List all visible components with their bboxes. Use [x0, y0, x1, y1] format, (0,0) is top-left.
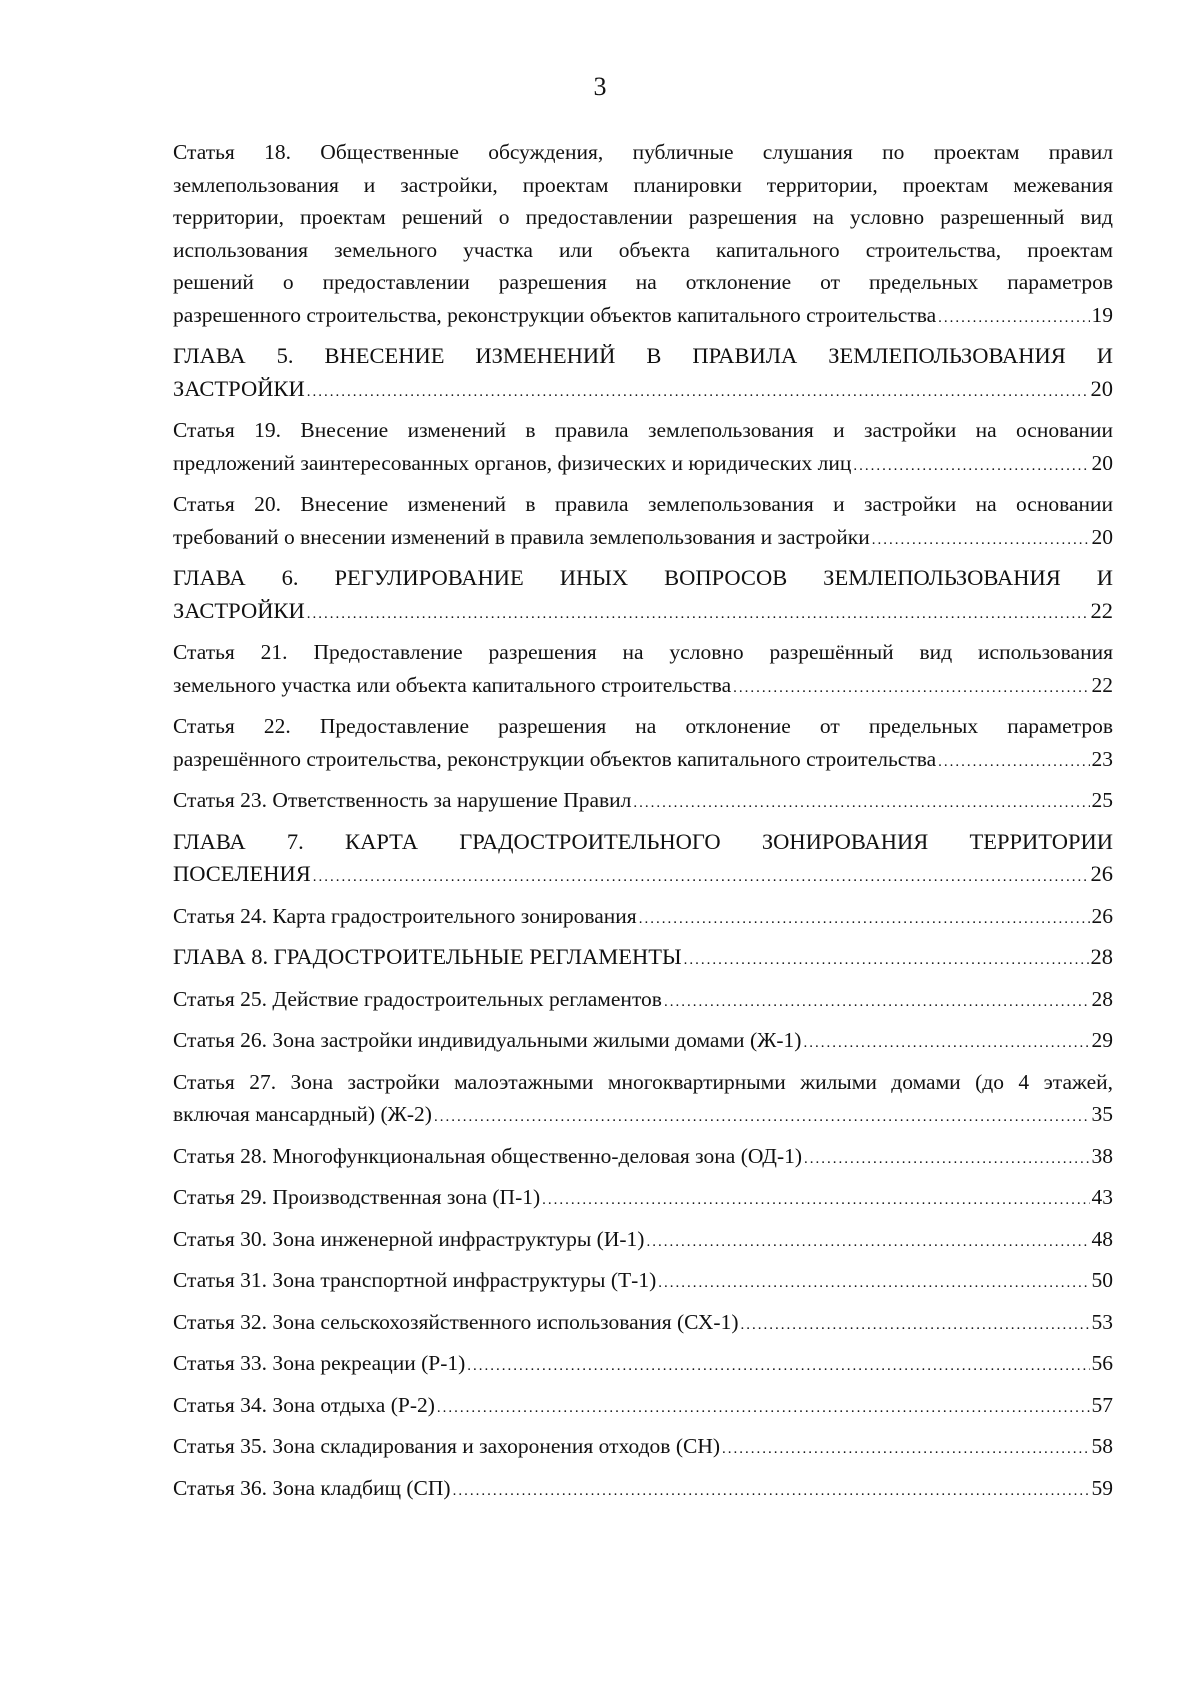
toc-entry-title: Статья 36. Зона кладбищ (СП) [173, 1475, 451, 1500]
toc-entry-title: Статья 23. Ответственность за нарушение Правил [173, 788, 632, 812]
toc-page-number[interactable]: 38 [1091, 1143, 1113, 1168]
toc-article-entry[interactable] [173, 1140, 1113, 1173]
toc-entry-line: ГЛАВА 7. КАРТА ГРАДОСТРОИТЕЛЬНОГО ЗОНИРОВАНИЯ ТЕРРИТОРИИ [173, 828, 1113, 854]
toc-entry-last-line [173, 669, 1113, 702]
toc-entry-title: Статья 33. Зона рекреации (Р-1) [173, 1351, 466, 1375]
dot-leader [467, 1356, 1089, 1376]
toc-entry-line: Статья 27. Зона застройки малоэтажными многоквартирными жилыми домами (до 4 этажей, [173, 1069, 1113, 1094]
toc-page-number[interactable]: 20 [1090, 375, 1113, 401]
toc-entry-title: ПОСЕЛЕНИЯ [173, 861, 311, 886]
toc-page-number[interactable]: 53 [1091, 1309, 1113, 1334]
dot-leader [646, 1232, 1089, 1252]
toc-page-number[interactable]: 20 [1091, 450, 1113, 475]
toc-entry-last-line [173, 743, 1113, 776]
toc-entry-last-line [173, 784, 1113, 817]
dot-leader [803, 1033, 1089, 1053]
toc-page-number[interactable]: 57 [1091, 1392, 1113, 1417]
toc-entry-line: Статья 21. Предоставление разрешения на условно разрешённый вид использования [173, 640, 1113, 664]
dot-leader [938, 752, 1089, 772]
toc-page-number[interactable]: 28 [1091, 986, 1113, 1011]
toc-article-entry[interactable] [173, 1066, 1113, 1131]
toc-article-entry[interactable] [173, 784, 1113, 817]
toc-article-entry[interactable] [173, 983, 1113, 1016]
dot-leader [733, 678, 1089, 698]
toc-page-number[interactable]: 43 [1091, 1185, 1113, 1209]
toc-entry-last-line [173, 1347, 1113, 1380]
toc-entry-last-line [173, 1430, 1113, 1463]
dot-leader [313, 867, 1089, 887]
toc-page-number[interactable]: 22 [1091, 672, 1113, 697]
toc-article-entry[interactable] [173, 414, 1113, 479]
toc-entry-last-line [173, 941, 1113, 974]
toc-chapter-entry[interactable] [173, 941, 1113, 974]
dot-leader [853, 456, 1089, 476]
toc-entry-last-line [173, 299, 1113, 332]
toc-article-entry[interactable] [173, 1347, 1113, 1380]
dot-leader [307, 382, 1089, 402]
toc-entry-title: Статья 31. Зона транспортной инфраструктуры (Т-1) [173, 1268, 657, 1292]
toc-entry-line: решений о предоставлении разрешения на отклонение от предельных параметров [173, 270, 1113, 294]
toc-entry-title: Статья 29. Производственная зона (П-1) [173, 1185, 541, 1209]
toc-entry-line: Статья 20. Внесение изменений в правила землепользования и застройки на основании [173, 492, 1113, 516]
toc-page-number[interactable]: 23 [1091, 746, 1113, 771]
toc-entry-last-line [173, 1223, 1113, 1256]
toc-entry-title: Статья 28. Многофункциональная общественно-деловая зона (ОД-1) [173, 1143, 803, 1168]
toc-entry-last-line [173, 1306, 1113, 1339]
toc-article-entry[interactable] [173, 1181, 1113, 1214]
toc-page-number[interactable]: 19 [1091, 302, 1113, 327]
dot-leader [434, 1107, 1090, 1127]
toc-article-entry[interactable] [173, 1264, 1113, 1297]
toc-entry-title: ЗАСТРОЙКИ [173, 597, 305, 623]
toc-page-number[interactable]: 58 [1091, 1434, 1113, 1458]
toc-entry-last-line [173, 1389, 1113, 1422]
toc-page-number[interactable]: 35 [1091, 1102, 1113, 1126]
toc-entry-line: землепользования и застройки, проектам планировки территории, проектам межевания [173, 172, 1113, 197]
dot-leader [453, 1481, 1090, 1501]
toc-entry-last-line [173, 858, 1113, 891]
toc-entry-last-line [173, 595, 1113, 628]
dot-leader [639, 909, 1090, 929]
dot-leader [872, 530, 1090, 550]
toc-page-number[interactable]: 59 [1091, 1475, 1113, 1500]
page-number: 3 [593, 72, 607, 101]
toc-entry-last-line [173, 1140, 1113, 1173]
dot-leader [804, 1149, 1089, 1169]
toc-entry-title: Статья 24. Карта градостроительного зонирования [173, 903, 637, 928]
toc-entry-last-line [173, 1024, 1113, 1057]
toc-entry-last-line [173, 900, 1113, 933]
toc-page-number[interactable]: 48 [1091, 1226, 1113, 1251]
toc-article-entry[interactable] [173, 1024, 1113, 1057]
toc-page-number[interactable]: 28 [1090, 944, 1113, 969]
toc-page-number[interactable]: 26 [1091, 903, 1113, 928]
toc-article-entry[interactable] [173, 1389, 1113, 1422]
toc-entry-title: Статья 25. Действие градостроительных регламентов [173, 986, 662, 1011]
toc-entry-last-line [173, 983, 1113, 1016]
toc-entry-last-line [173, 447, 1113, 480]
table-of-contents [173, 136, 1113, 1513]
toc-entry-title: Статья 35. Зона складирования и захоронения отходов (СН) [173, 1434, 721, 1458]
toc-entry-title: Статья 34. Зона отдыха (Р-2) [173, 1392, 435, 1417]
toc-page-number[interactable]: 56 [1091, 1351, 1113, 1375]
toc-entry-title: предложений заинтересованных органов, физических и юридических лиц [173, 450, 852, 475]
toc-entry-title: Статья 32. Зона сельскохозяйственного использования (СХ-1) [173, 1309, 739, 1334]
toc-entry-line: Статья 19. Внесение изменений в правила землепользования и застройки на основании [173, 418, 1113, 442]
toc-entry-title: земельного участка или объекта капитального строительства [173, 672, 732, 697]
toc-article-entry[interactable] [173, 1306, 1113, 1339]
toc-page-number[interactable]: 50 [1091, 1268, 1113, 1292]
toc-entry-last-line [173, 1472, 1113, 1505]
toc-entry-last-line [173, 521, 1113, 554]
toc-page-number[interactable]: 22 [1090, 597, 1113, 623]
toc-page-number[interactable]: 26 [1090, 861, 1113, 886]
dot-leader [741, 1315, 1090, 1335]
toc-entry-line: ГЛАВА 5. ВНЕСЕНИЕ ИЗМЕНЕНИЙ В ПРАВИЛА ЗЕМЛЕПОЛЬЗОВАНИЯ И [173, 343, 1113, 368]
dot-leader [307, 604, 1089, 624]
toc-entry-line: Статья 18. Общественные обсуждения, публичные слушания по проектам правил [173, 140, 1113, 164]
toc-article-entry[interactable] [173, 136, 1113, 331]
toc-entry-title: разрешенного строительства, реконструкции объектов капитального строительства [173, 302, 937, 327]
toc-entry-title: Статья 30. Зона инженерной инфраструктуры (И-1) [173, 1226, 645, 1251]
toc-article-entry[interactable] [173, 710, 1113, 775]
toc-entry-title: включая мансардный) (Ж-2) [173, 1102, 432, 1126]
toc-article-entry[interactable] [173, 1430, 1113, 1463]
toc-entry-title: ЗАСТРОЙКИ [173, 375, 305, 401]
toc-article-entry[interactable] [173, 1223, 1113, 1256]
toc-chapter-entry[interactable] [173, 826, 1113, 891]
dot-leader [664, 992, 1090, 1012]
toc-entry-line: территории, проектам решений о предоставлении разрешения на условно разрешенный вид [173, 205, 1113, 229]
dot-leader [684, 950, 1089, 970]
dot-leader [542, 1190, 1089, 1210]
toc-chapter-entry[interactable] [173, 340, 1113, 405]
toc-page-number[interactable]: 20 [1091, 524, 1113, 549]
toc-entry-title: разрешённого строительства, реконструкции объектов капитального строительства [173, 746, 937, 771]
toc-page-number[interactable]: 29 [1091, 1028, 1113, 1052]
toc-chapter-entry[interactable] [173, 562, 1113, 627]
toc-entry-last-line [173, 1264, 1113, 1297]
dot-leader [437, 1398, 1090, 1418]
toc-article-entry[interactable] [173, 636, 1113, 701]
toc-entry-line: ГЛАВА 6. РЕГУЛИРОВАНИЕ ИНЫХ ВОПРОСОВ ЗЕМЛЕПОЛЬЗОВАНИЯ И [173, 565, 1113, 590]
toc-article-entry[interactable] [173, 900, 1113, 933]
toc-article-entry[interactable] [173, 1472, 1113, 1505]
toc-entry-title: требований о внесении изменений в правила землепользования и застройки [173, 524, 870, 549]
toc-entry-title: Статья 26. Зона застройки индивидуальными жилыми домами (Ж-1) [173, 1028, 802, 1052]
toc-entry-line: Статья 22. Предоставление разрешения на отклонение от предельных параметров [173, 714, 1113, 738]
dot-leader [722, 1439, 1089, 1459]
toc-article-entry[interactable] [173, 488, 1113, 553]
toc-entry-title: ГЛАВА 8. ГРАДОСТРОИТЕЛЬНЫЕ РЕГЛАМЕНТЫ [173, 944, 682, 969]
dot-leader [633, 793, 1089, 813]
dot-leader [938, 308, 1089, 328]
toc-entry-line: использования земельного участка или объекта капитального строительства, проектам [173, 237, 1113, 262]
toc-entry-last-line [173, 1098, 1113, 1131]
dot-leader [658, 1273, 1089, 1293]
toc-entry-last-line [173, 373, 1113, 406]
toc-entry-last-line [173, 1181, 1113, 1214]
toc-page-number[interactable]: 25 [1091, 788, 1113, 812]
